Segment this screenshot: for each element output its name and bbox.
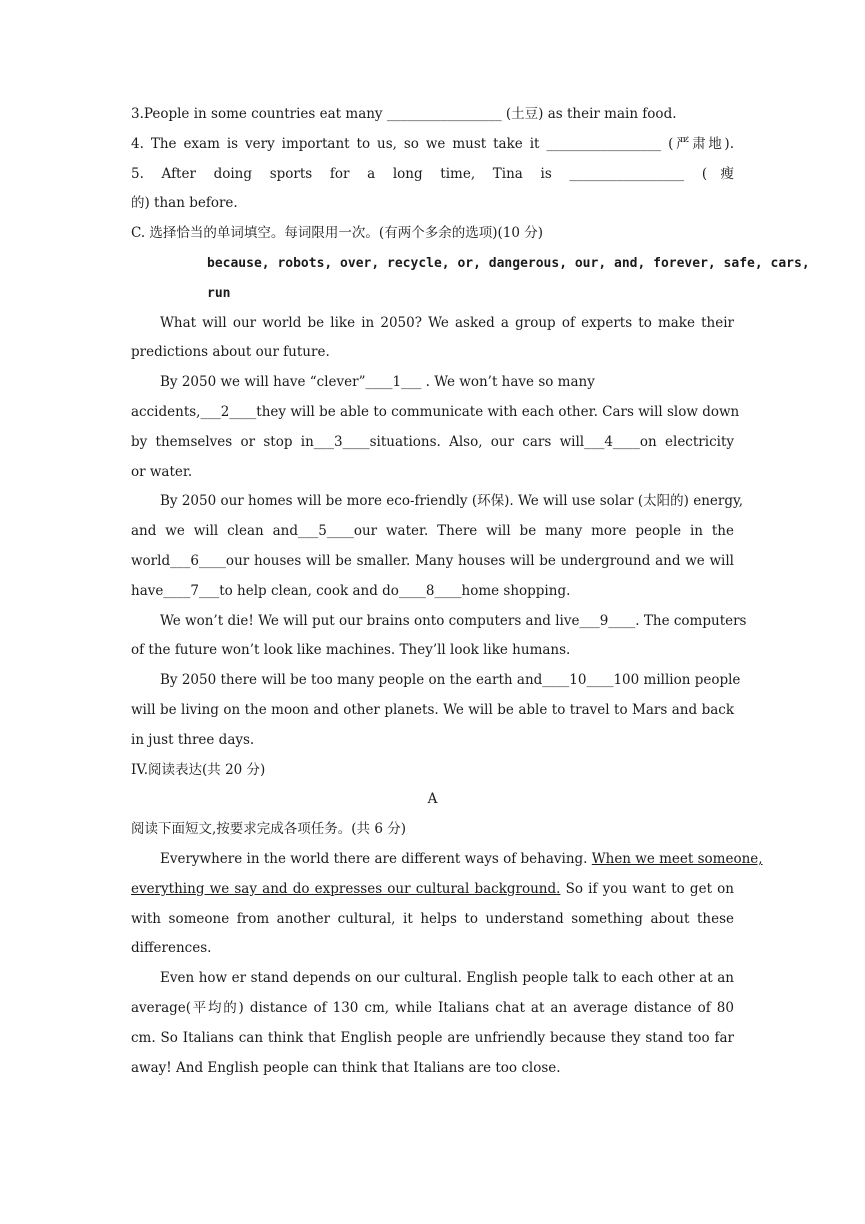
passage-c-line: predictions about our future. <box>131 344 330 361</box>
part-a-instructions: 阅读下面短文,按要求完成各项任务。(共 6 分) <box>131 821 406 838</box>
passage-a-line: average(平均的) distance of 130 cm, while Italians chat at an average distance of 80 <box>131 999 734 1016</box>
passage-c-line: by themselves or stop in___3____situations. Also, our cars will___4____on electricity <box>131 433 734 450</box>
passage-c-line: By 2050 we will have “clever”____1___ . We won’t have so many <box>160 374 595 391</box>
passage-a-text: Everywhere in the world there are different ways of behaving. <box>160 850 592 867</box>
passage-c-line: will be living on the moon and other planets. We will be able to travel to Mars and back <box>131 701 734 718</box>
word-bank: because, robots, over, recycle, or, dangerous, our, and, forever, safe, cars, <box>207 255 810 271</box>
passage-c-line: and we will clean and___5____our water. There will be many more people in the <box>131 523 734 540</box>
underlined-sentence: everything we say and do expresses our cultural background. <box>131 880 561 897</box>
section-iv-heading: IV.阅读表达(共 20 分) <box>131 761 266 778</box>
question-4: 4. The exam is very important to us, so we must take it _________________ (严肃地). <box>131 135 734 152</box>
passage-c-line: By 2050 there will be too many people on the earth and____10____100 million people <box>160 672 741 689</box>
passage-c-line: have____7___to help clean, cook and do____8____home shopping. <box>131 582 571 599</box>
passage-a-line <box>131 875 734 905</box>
passage-a-line <box>131 845 763 875</box>
passage-c-line: or water. <box>131 463 193 480</box>
passage-c-line: of the future won’t look like machines. They’ll look like humans. <box>131 642 571 659</box>
passage-a-text: So if you want to get on <box>560 880 734 897</box>
section-c-heading: C. 选择恰当的单词填空。每词限用一次。(有两个多余的选项)(10 分) <box>131 225 543 242</box>
passage-a-line: with someone from another cultural, it helps to understand something about these <box>131 910 734 927</box>
passage-a-line: cm. So Italians can think that English people are unfriendly because they stand too far <box>131 1029 734 1046</box>
passage-a-line: away! And English people can think that Italians are too close. <box>131 1059 561 1076</box>
question-3: 3.People in some countries eat many _________________ (土豆) as their main food. <box>131 106 677 122</box>
passage-c-line: in just three days. <box>131 731 255 748</box>
underlined-sentence: When we meet someone, <box>591 850 763 867</box>
passage-a-line: Even how er stand depends on our cultural. English people talk to each other at an <box>160 970 734 987</box>
passage-c-line: world___6____our houses will be smaller. Many houses will be underground and we will <box>131 552 734 569</box>
question-5: 5. After doing sports for a long time, Tina is _________________ (瘦 <box>131 165 734 182</box>
passage-c-line: By 2050 our homes will be more eco-friendly (环保). We will use solar (太阳的) energy, <box>160 493 744 510</box>
question-5-continued: 的) than before. <box>131 195 238 212</box>
passage-c-line: What will our world be like in 2050? We asked a group of experts to make their <box>160 314 734 331</box>
part-a-heading: A <box>427 791 438 808</box>
passage-a-line: differences. <box>131 940 212 957</box>
passage-c-line: We won’t die! We will put our brains onto computers and live___9____. The computers <box>160 612 747 629</box>
document-page <box>131 100 810 1083</box>
passage-c-line: accidents,___2____they will be able to communicate with each other. Cars will slow down <box>131 403 740 420</box>
word-bank-continued: run <box>207 285 231 301</box>
